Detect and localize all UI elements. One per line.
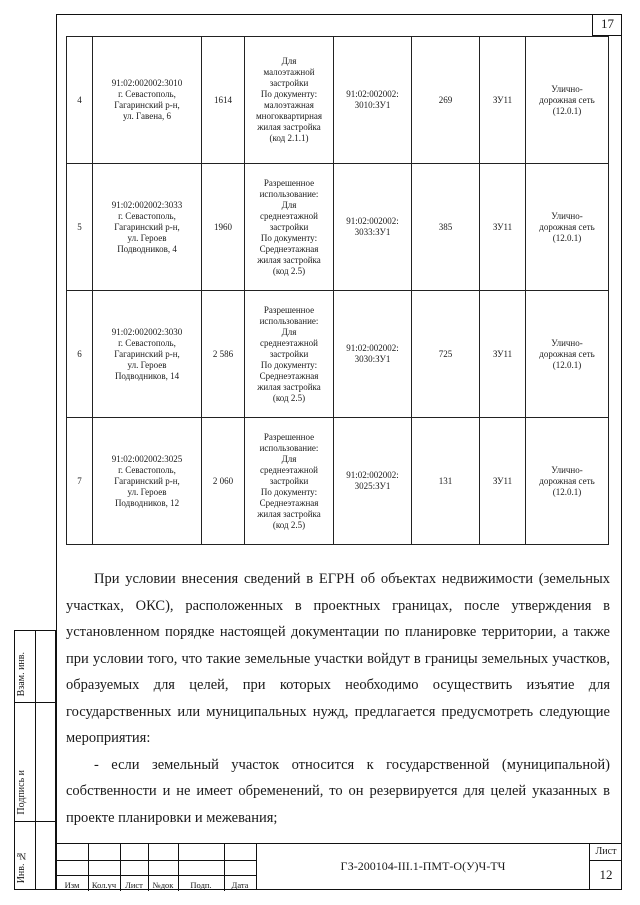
cell-permitted-use — [245, 291, 334, 418]
cell-purpose-line: (12.0.1) — [552, 486, 582, 497]
cell-zu-code — [334, 291, 412, 418]
cell-cadastral-address-line: 91:02:002002:3025 — [111, 453, 183, 464]
cell-purpose-line: Улично- — [551, 337, 583, 348]
cell-zu-area: 385 — [412, 164, 480, 291]
cell-permitted-use — [245, 164, 334, 291]
cell-cadastral-address-line: Гагаринский р-н, — [114, 221, 180, 232]
cell-number: 6 — [67, 291, 93, 418]
cell-permitted-use-line: Для — [281, 453, 297, 464]
cell-permitted-use-line: (код 2.5) — [272, 265, 306, 276]
cell-permitted-use-line: использование: — [259, 315, 319, 326]
cell-permitted-use-line: По документу: — [260, 89, 318, 99]
cell-zu-area: 131 — [412, 418, 480, 545]
stamp-header-data: Дата — [231, 880, 249, 890]
cell-permitted-use-line: (код 2.5) — [272, 392, 306, 403]
land-plots-table — [66, 36, 609, 545]
table-row — [67, 164, 609, 291]
cell-purpose-line: (12.0.1) — [552, 105, 582, 116]
cell-permitted-use-line: среднеэтажной — [259, 464, 318, 475]
cell-zu-code-line: 3033:ЗУ1 — [354, 227, 391, 237]
cell-permitted-use-line: По документу: — [260, 486, 318, 497]
cell-permitted-use-line: (код 2.1.1) — [269, 133, 309, 143]
cell-permitted-use-line: среднеэтажной — [259, 337, 318, 348]
cell-permitted-use-line: жилая застройка — [257, 508, 321, 519]
cell-cadastral-address — [93, 164, 202, 291]
cell-number: 4 — [67, 37, 93, 164]
cell-permitted-use-line: жилая застройка — [257, 381, 321, 392]
cell-permitted-use-line: жилая застройка — [257, 122, 321, 132]
cell-permitted-use-line: застройки — [269, 221, 309, 232]
cell-permitted-use-line: Разрешенное — [263, 304, 315, 315]
cell-area: 1960 — [202, 164, 245, 291]
cell-permitted-use-line: застройки — [269, 475, 309, 486]
cell-permitted-use-line: Среднеэтажная — [259, 243, 319, 254]
page-number-top: 17 — [592, 14, 622, 36]
cell-cadastral-address-line: ул. Гавена, 6 — [122, 111, 172, 121]
cell-cadastral-address-line: 91:02:002002:3033 — [111, 199, 183, 210]
cell-permitted-use-line: малоэтажной — [263, 67, 315, 77]
cell-purpose-line: Улично- — [551, 210, 583, 221]
cell-permitted-use-line: По документу: — [260, 359, 318, 370]
cell-area: 1614 — [202, 37, 245, 164]
paragraph-conditions: При условии внесения сведений в ЕГРН об объектах недвижимости (земельных участках, ОКС), расположенных в проектных границах, после утверждения в установленном порядке настоящей документации по планировке территории, а также при условии того, что такие земельные участки войдут в границы земельных участков, образуемых для целей, при которых необходимо осуществить изъятие для государственных или муниципальных нужд, предлагается предусмотреть следующие мероприятия: — [66, 571, 610, 746]
cell-permitted-use-line: Для — [281, 199, 297, 210]
cell-number: 5 — [67, 164, 93, 291]
cell-area: 2 586 — [202, 291, 245, 418]
cell-purpose-line: (12.0.1) — [552, 232, 582, 243]
cell-zu-area: 269 — [412, 37, 480, 164]
cell-permitted-use-line: Для — [281, 326, 297, 337]
cell-cadastral-address-line: г. Севастополь, — [118, 89, 176, 99]
cell-permitted-use-line: застройки — [269, 348, 309, 359]
side-cell-inv-no — [14, 821, 56, 889]
cell-area: 2 060 — [202, 418, 245, 545]
cell-permitted-use-line: (код 2.5) — [272, 519, 306, 530]
cell-cadastral-address-line: ул. Героев — [127, 232, 167, 243]
side-label-podpis: Подпись и — [16, 770, 27, 815]
cell-permitted-use-line: использование: — [259, 442, 319, 453]
side-label-vzam-inv: Взам. инв. — [16, 651, 27, 696]
cell-permitted-use-line: среднеэтажной — [259, 210, 318, 221]
cell-zu-code-line: 91:02:002002: — [346, 216, 399, 226]
side-cell-vzam-inv — [14, 630, 56, 702]
cell-permitted-use-line: Разрешенное — [263, 431, 315, 442]
cell-cadastral-address — [93, 37, 202, 164]
cell-number: 7 — [67, 418, 93, 545]
cell-zu-code-line: 3025:ЗУ1 — [354, 481, 391, 491]
cell-zu-code-line: 91:02:002002: — [346, 343, 399, 353]
cell-purpose — [526, 164, 609, 291]
cell-purpose-line: дорожная сеть — [539, 221, 595, 232]
stamp-header-kol-uch: Кол.уч — [91, 880, 117, 890]
cell-cadastral-address-line: ул. Героев — [127, 486, 167, 497]
cell-purpose-line: Улично- — [551, 83, 583, 94]
cell-permitted-use — [245, 37, 334, 164]
sheet-number: 12 — [599, 867, 613, 882]
cell-cadastral-address-line: Гагаринский р-н, — [114, 348, 180, 359]
stamp-header-izm: Изм — [64, 880, 80, 890]
paragraph-state-property: - если земельный участок относится к государственной (муниципальной) собственности и не имеет обременений, то он резервируется для целей указанных в проекте планировки и межевания; — [66, 756, 610, 826]
document-code: ГЗ-200104-III.1-ПМТ-О(У)Ч-ТЧ — [256, 843, 589, 890]
cell-purpose-line: дорожная сеть — [539, 348, 595, 359]
cell-permitted-use — [245, 418, 334, 545]
cell-zu-code-line: 91:02:002002: — [346, 470, 399, 480]
cell-cadastral-address — [93, 418, 202, 545]
cell-permitted-use-line: многоквартирная — [255, 111, 323, 121]
cell-zu: ЗУ11 — [480, 291, 526, 418]
table-row — [67, 418, 609, 545]
cell-zu-code-line: 3010:ЗУ1 — [354, 100, 391, 110]
cell-cadastral-address-line: г. Севастополь, — [118, 464, 176, 475]
cell-zu-code — [334, 164, 412, 291]
cell-zu-code-line: 91:02:002002: — [346, 89, 399, 99]
cell-zu: ЗУ11 — [480, 418, 526, 545]
cell-cadastral-address-line: г. Севастополь, — [118, 337, 176, 348]
cell-permitted-use-line: застройки — [269, 78, 309, 88]
cell-cadastral-address-line: 91:02:002002:3030 — [111, 326, 183, 337]
cell-cadastral-address-line: Подводников, 12 — [114, 497, 180, 508]
cell-purpose — [526, 291, 609, 418]
main-text — [66, 566, 610, 831]
cell-zu-code-line: 3030:ЗУ1 — [354, 354, 391, 364]
cell-permitted-use-line: Среднеэтажная — [259, 370, 319, 381]
sheet-label: Лист — [590, 844, 622, 861]
side-strip-bottom — [14, 889, 56, 890]
cell-purpose-line: дорожная сеть — [539, 475, 595, 486]
cell-permitted-use-line: Разрешенное — [263, 177, 315, 188]
stamp-header-podp: Подп. — [190, 880, 212, 890]
cell-permitted-use-line: малоэтажная — [264, 100, 314, 110]
cell-cadastral-address-line: ул. Героев — [127, 359, 167, 370]
stamp-header-list: Лист — [125, 880, 143, 890]
cell-cadastral-address-line: Подводников, 4 — [117, 243, 177, 254]
cell-zu-code — [334, 37, 412, 164]
cell-cadastral-address-line: г. Севастополь, — [118, 210, 176, 221]
stamp-header-ndok: №док — [152, 880, 174, 890]
cell-permitted-use-line: Для — [281, 56, 297, 66]
cell-zu: ЗУ11 — [480, 37, 526, 164]
cell-purpose-line: (12.0.1) — [552, 359, 582, 370]
stamp-revision-grid — [56, 843, 256, 891]
cell-permitted-use-line: По документу: — [260, 232, 318, 243]
table-row — [67, 37, 609, 164]
cell-zu-code — [334, 418, 412, 545]
cell-zu: ЗУ11 — [480, 164, 526, 291]
cell-purpose-line: дорожная сеть — [539, 94, 595, 105]
cell-cadastral-address — [93, 291, 202, 418]
cell-permitted-use-line: Среднеэтажная — [259, 497, 319, 508]
cell-purpose-line: Улично- — [551, 464, 583, 475]
table-row — [67, 291, 609, 418]
cell-purpose — [526, 418, 609, 545]
cell-zu-area: 725 — [412, 291, 480, 418]
cell-permitted-use-line: использование: — [259, 188, 319, 199]
cell-purpose — [526, 37, 609, 164]
cell-cadastral-address-line: Подводников, 14 — [114, 370, 180, 381]
side-label-inv-no: Инв. № — [16, 849, 27, 883]
cell-permitted-use-line: жилая застройка — [257, 254, 321, 265]
cell-cadastral-address-line: Гагаринский р-н, — [114, 475, 180, 486]
cell-cadastral-address-line: 91:02:002002:3010 — [111, 78, 183, 88]
stamp-sheet — [589, 843, 622, 890]
side-cell-podpis — [14, 702, 56, 821]
cell-cadastral-address-line: Гагаринский р-н, — [114, 100, 180, 110]
